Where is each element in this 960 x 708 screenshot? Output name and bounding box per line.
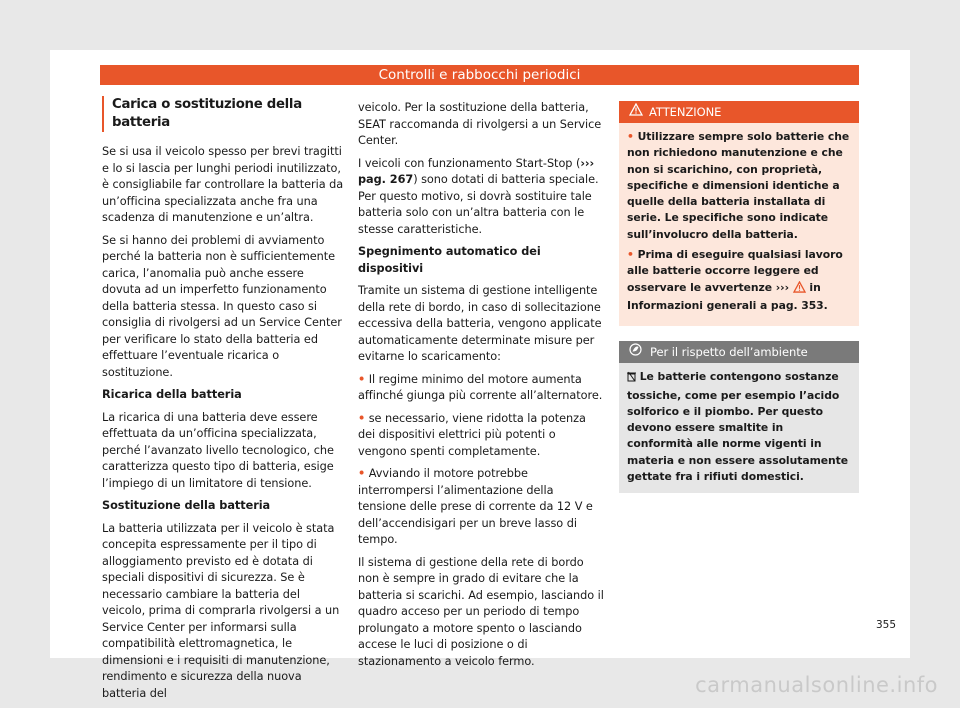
section-title: Carica o sostituzione della batteria (102, 96, 346, 132)
environment-header (619, 341, 859, 363)
paragraph: Se si hanno dei problemi di avviamento perché la batteria non è sufficientemente carica, l’anomalia può anche essere dovuta ad un imperfetto funzionamento della batteria stessa. In questo caso si consiglia di rivolgersi ad un Service Center per verificare lo stato della batteria ed effettuare l’eventuale ricarica o sostituzione. (102, 233, 342, 379)
paragraph: veicolo. Per la sostituzione della batteria, SEAT raccomanda di rivolgersi a un Service Center. (358, 101, 602, 147)
list-item-text: Prima di eseguire qualsiasi lavoro alle batterie occorre leggere ed osservare le avvertenze ››› (627, 248, 843, 294)
paragraph: Se si usa il veicolo spesso per brevi tragitti e lo si lascia per lunghi periodi inutilizzato, è consigliabile far controllare la batteria da un’officina specializzata anche fra una scadenza di manutenzione e un’altra. (102, 145, 344, 224)
subheading: Sostituzione della batteria (102, 499, 271, 512)
bullet-icon: • (627, 248, 634, 262)
paragraph: Tramite un sistema di gestione intelligente della rete di bordo, in caso di sollecitazione eccessiva della batteria, vengono applicate automaticamente determinate misure per evitarne lo scaricamento: (358, 284, 602, 363)
subheading: Ricarica della batteria (102, 388, 242, 401)
warning-body (619, 123, 859, 314)
bullet-icon: • (627, 130, 634, 143)
list-item-text: se necessario, viene ridotta la potenza dei dispositivi elettrici più potenti o vengono spenti completamente. (358, 411, 586, 458)
leaf-icon (629, 341, 642, 363)
page-header: Controlli e rabbocchi periodici (100, 65, 859, 85)
page-number: 355 (876, 619, 897, 631)
list-item (358, 466, 604, 549)
list-item-text: Utilizzare sempre solo batterie che non richiedono manutenzione e che non si scarichino, con proprietà, specifiche e dimensioni identiche a quelle della batteria installata di serie. Le specifiche sono indicate sull’involucro della batteria. (627, 130, 850, 241)
list-item (358, 372, 604, 405)
paragraph (358, 156, 604, 239)
warning-title: ATTENZIONE (649, 105, 722, 119)
warning-header (619, 101, 859, 123)
warning-icon[interactable] (793, 281, 806, 298)
page-reference-link[interactable]: ››› pag. 267 (358, 156, 595, 186)
bullet-icon: • (358, 411, 366, 425)
paragraph-text: I veicoli con funzionamento Start-Stop ( (358, 156, 581, 170)
environment-title: Per il rispetto dell’ambiente (650, 345, 808, 360)
bullet-icon: • (358, 467, 366, 480)
list-item-text: Avviando il motore potrebbe interrompersi l’alimentazione della tensione delle prese di corrente da 12 V e dell’accendisigari per un breve lasso di tempo. (358, 467, 593, 546)
list-item-text: in Informazioni generali a pag. 353. (627, 280, 828, 312)
list-item (627, 129, 851, 243)
warning-icon (629, 101, 643, 123)
paragraph: La ricarica di una batteria deve essere effettuata da un’officina specializzata, perché l’avanzato livello tecnologico, che caratterizza questo tipo di batteria, esige l’impiego di un limitatore di tensione. (102, 410, 334, 490)
recycle-icon (627, 371, 636, 387)
paragraph-text: ) sono dotati di batteria speciale. Per questo motivo, si dovrà sostituire tale batteria solo con un’altra batteria con le stesse caratteristiche. (358, 173, 599, 236)
environment-body (619, 363, 859, 485)
subheading: Spegnimento automatico dei dispositivi (358, 245, 541, 275)
environment-box (619, 341, 859, 493)
environment-text: Le batterie contengono sostanze tossiche, come per esempio l’acido solforico e il piombo. Per questo devono essere smaltite in conformità alle norme vigenti in materia e non essere assolutamente gettate fra i rifiuti domestici. (627, 370, 849, 484)
column-left (102, 96, 346, 708)
list-item (627, 247, 851, 314)
column-right (619, 101, 859, 493)
column-middle (358, 100, 604, 676)
bullet-icon: • (358, 372, 366, 386)
paragraph: Il sistema di gestione della rete di bordo non è sempre in grado di evitare che la batteria si scarichi. Ad esempio, lasciando il quadro acceso per un periodo di tempo prolungato a motore spento o lasciando accese le luci di posizione o di stazionamento a veicolo fermo. (358, 555, 604, 668)
list-item (358, 411, 604, 461)
watermark: carmanualsonline.info (695, 673, 938, 697)
list-item-text: Il regime minimo del motore aumenta affinché giunga più corrente all’alternatore. (358, 372, 603, 402)
warning-box (619, 101, 859, 326)
paragraph: La batteria utilizzata per il veicolo è stata concepita espressamente per il tipo di alloggiamento previsto ed è dotata di speciali dispositivi di sicurezza. Se è necessario cambiare la batteria del veicolo, prima di comprarla rivolgersi a un Service Center per informarsi sulla compatibilità elettromagnetica, le dimensioni e i requisiti di manutenzione, rendimento e sicurezza della nuova batteria del (102, 521, 340, 700)
